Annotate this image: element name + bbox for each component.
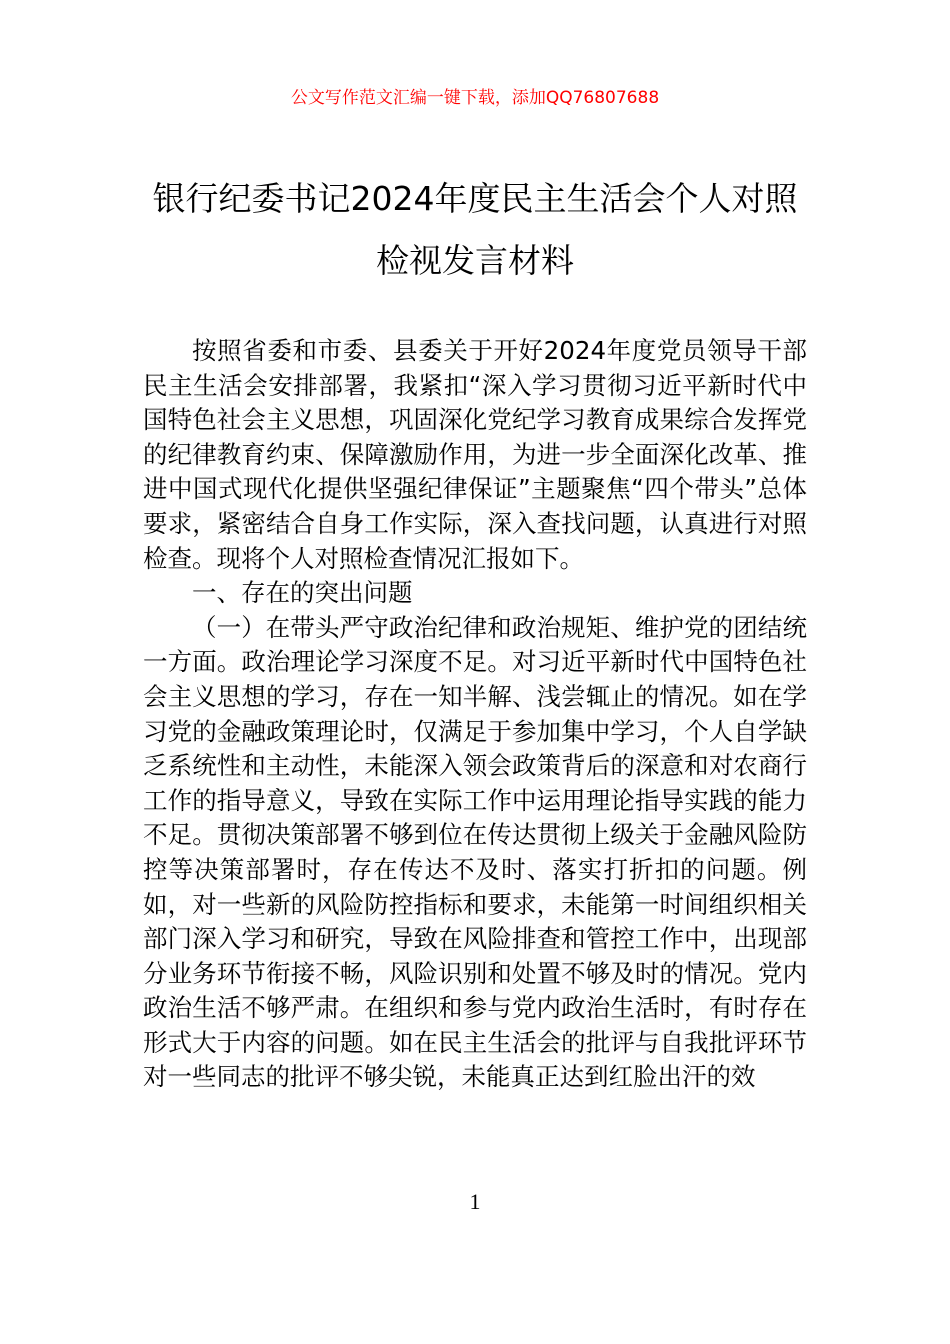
document-title: 银行纪委书记2024年度民主生活会个人对照检视发言材料	[152, 179, 798, 280]
document-body	[143, 334, 807, 1095]
paragraph-intro: 按照省委和市委、县委关于开好2024年度党员领导干部民主生活会安排部署，我紧扣“深入学习贯彻习近平新时代中国特色社会主义思想，巩固深化党纪学习教育成果综合发挥党的纪律教育约束、保障激励作用，为进一步全面深化改革、推进中国式现代化提供坚强纪律保证”主题聚焦“四个带头”总体要求，紧密结合自身工作实际，深入查找问题，认真进行对照检查。现将个人对照检查情况汇报如下。	[143, 336, 807, 573]
page-number: 1	[469, 1189, 481, 1214]
header-note: 公文写作范文汇编一键下载，添加QQ76807688	[290, 88, 660, 108]
section-heading: 一、存在的突出问题	[192, 578, 413, 608]
paragraph-section-1: （一）在带头严守政治纪律和政治规矩、维护党的团结统一方面。政治理论学习深度不足。对习近平新时代中国特色社会主义思想的学习，存在一知半解、浅尝辄止的情况。如在学习党的金融政策理论时，仅满足于参加集中学习，个人自学缺乏系统性和主动性，未能深入领会政策背后的深意和对农商行工作的指导意义，导致在实际工作中运用理论指导实践的能力不足。贯彻决策部署不够到位在传达贯彻上级关于金融风险防控等决策部署时，存在传达不及时、落实打折扣的问题。例如，对一些新的风险防控指标和要求，未能第一时间组织相关部门深入学习和研究，导致在风险排查和管控工作中，出现部分业务环节衔接不畅，风险识别和处置不够及时的情况。党内政治生活不够严肃。在组织和参与党内政治生活时，有时存在形式大于内容的问题。如在民主生活会的批评与自我批评环节对一些同志的批评不够尖锐，未能真正达到红脸出汗的效	[143, 612, 807, 1092]
